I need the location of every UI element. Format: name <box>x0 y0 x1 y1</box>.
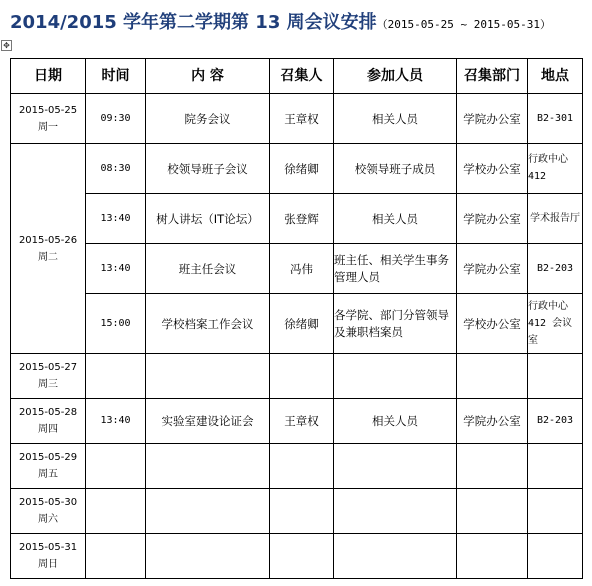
cell-attendees <box>334 489 457 534</box>
cell-attendees <box>334 294 457 354</box>
cell-content <box>146 294 270 354</box>
cell-content <box>146 489 270 534</box>
cell-attendees <box>334 194 457 244</box>
cell-content <box>146 144 270 194</box>
cell-time-text: 13:40 <box>100 415 131 426</box>
cell-convener <box>270 444 334 489</box>
cell-department <box>457 399 528 444</box>
table-row <box>11 294 583 354</box>
title-main: 2014/2015 学年第二学期第 13 周会议安排 <box>10 12 377 33</box>
date-text: 2015-05-31 <box>18 542 78 553</box>
cell-location <box>528 94 583 144</box>
table-row <box>11 144 583 194</box>
cell-convener <box>270 294 334 354</box>
cell-location <box>528 399 583 444</box>
cell-location <box>528 489 583 534</box>
table-row <box>11 444 583 489</box>
cell-time <box>86 144 146 194</box>
cell-location <box>528 534 583 579</box>
cell-attendees <box>334 534 457 579</box>
cell-content <box>146 399 270 444</box>
cell-location <box>528 294 583 354</box>
cell-attendees-text: 相关人员 <box>372 211 418 226</box>
cell-department-text: 学院办公室 <box>463 261 521 276</box>
cell-convener <box>270 194 334 244</box>
cell-content <box>146 94 270 144</box>
cell-location-text: B2-203 <box>536 415 574 426</box>
cell-time <box>86 399 146 444</box>
cell-time-text: 15:00 <box>100 317 131 329</box>
cell-time <box>86 294 146 354</box>
cell-attendees-text: 校领导班子成员 <box>354 161 436 176</box>
cell-convener-text: 王章权 <box>284 414 319 428</box>
cell-date <box>11 94 86 144</box>
date-text: 2015-05-26 <box>18 234 78 246</box>
cell-content <box>146 354 270 399</box>
cell-attendees-text: 班主任、相关学生事务管理人员 <box>334 252 449 284</box>
weekday-text: 周日 <box>38 559 58 570</box>
cell-content-text: 班主任会议 <box>178 261 237 276</box>
date-text: 2015-05-28 <box>18 407 78 418</box>
cell-convener <box>270 244 334 294</box>
cell-attendees <box>334 94 457 144</box>
cell-content <box>146 194 270 244</box>
cell-convener <box>270 534 334 579</box>
cell-department-text: 学院办公室 <box>463 111 521 126</box>
cell-department-text: 学院办公室 <box>463 211 521 226</box>
cell-content-text: 校领导班子会议 <box>167 161 248 176</box>
cell-department-text: 学校办公室 <box>463 161 521 176</box>
cell-attendees <box>334 399 457 444</box>
weekday-text: 周四 <box>38 424 58 435</box>
cell-department <box>457 194 528 244</box>
table-body <box>11 94 583 579</box>
cell-convener-text: 王章权 <box>284 111 319 126</box>
table-header-row <box>11 59 583 94</box>
cell-department <box>457 94 528 144</box>
cell-convener-text: 冯伟 <box>290 261 313 276</box>
cell-location <box>528 244 583 294</box>
cell-date <box>11 354 86 399</box>
cell-location-text: B2-301 <box>536 112 574 124</box>
cell-department <box>457 144 528 194</box>
cell-location <box>528 144 583 194</box>
table-row <box>11 94 583 144</box>
cell-location-text: 行政中心 412 <box>528 154 568 182</box>
cell-attendees <box>334 144 457 194</box>
cell-department-text: 学院办公室 <box>463 414 521 428</box>
cell-time <box>86 534 146 579</box>
cell-department <box>457 489 528 534</box>
weekday-text: 周三 <box>38 379 58 390</box>
cell-location <box>528 444 583 489</box>
move-handle-icon[interactable]: ✥ <box>1 40 12 51</box>
table-row <box>11 244 583 294</box>
cell-department <box>457 294 528 354</box>
cell-convener <box>270 94 334 144</box>
date-text: 2015-05-29 <box>18 452 78 463</box>
cell-department <box>457 354 528 399</box>
cell-attendees <box>334 354 457 399</box>
cell-content <box>146 534 270 579</box>
cell-department <box>457 534 528 579</box>
header-date: 日期 <box>11 59 86 94</box>
table-row <box>11 489 583 534</box>
cell-convener-text: 张登辉 <box>284 211 319 226</box>
cell-content-text: 学校档案工作会议 <box>161 316 254 331</box>
cell-attendees <box>334 444 457 489</box>
cell-time-text: 13:40 <box>100 262 131 274</box>
cell-convener-text: 徐绪卿 <box>284 161 319 176</box>
header-department: 召集部门 <box>457 59 528 94</box>
meeting-schedule-table <box>10 58 583 579</box>
cell-location <box>528 354 583 399</box>
cell-time <box>86 489 146 534</box>
date-text: 2015-05-30 <box>18 497 78 508</box>
cell-time <box>86 444 146 489</box>
cell-date <box>11 534 86 579</box>
header-time: 时间 <box>86 59 146 94</box>
header-attendees: 参加人员 <box>334 59 457 94</box>
header-convener: 召集人 <box>270 59 334 94</box>
weekday-text: 周二 <box>38 251 58 263</box>
cell-location <box>528 194 583 244</box>
date-text: 2015-05-25 <box>18 104 78 116</box>
cell-content <box>146 444 270 489</box>
cell-content-text: 院务会议 <box>184 111 231 126</box>
header-content: 内 容 <box>146 59 270 94</box>
cell-time <box>86 354 146 399</box>
cell-attendees-text: 各学院、部门分管领导及兼职档案员 <box>334 307 449 339</box>
cell-location-text: B2-203 <box>536 262 574 274</box>
cell-date <box>11 399 86 444</box>
date-text: 2015-05-27 <box>18 362 78 373</box>
title-date-range: （2015-05-25 ~ 2015-05-31） <box>376 18 551 31</box>
cell-content-text: 树人讲坛（IT论坛） <box>156 211 259 226</box>
cell-date <box>11 489 86 534</box>
weekday-text: 周五 <box>38 469 58 480</box>
cell-location-text: 学术报告厅 <box>530 212 580 224</box>
cell-time-text: 08:30 <box>100 162 131 174</box>
cell-attendees-text: 相关人员 <box>372 414 418 428</box>
page-title <box>10 8 590 34</box>
cell-convener <box>270 354 334 399</box>
cell-department-text: 学校办公室 <box>463 316 521 331</box>
table-row <box>11 194 583 244</box>
cell-department <box>457 244 528 294</box>
header-location: 地点 <box>528 59 583 94</box>
cell-convener <box>270 489 334 534</box>
table-row <box>11 354 583 399</box>
table-row <box>11 399 583 444</box>
cell-convener <box>270 399 334 444</box>
cell-date <box>11 444 86 489</box>
cell-convener-text: 徐绪卿 <box>284 316 319 331</box>
weekday-text: 周六 <box>38 514 58 525</box>
cell-convener <box>270 144 334 194</box>
cell-time <box>86 244 146 294</box>
cell-date <box>11 144 86 354</box>
table-row <box>11 534 583 579</box>
cell-location-text: 行政中心 412 会议室 <box>528 300 573 346</box>
cell-time-text: 09:30 <box>100 112 131 124</box>
cell-attendees-text: 相关人员 <box>372 111 418 126</box>
cell-content <box>146 244 270 294</box>
cell-attendees <box>334 244 457 294</box>
cell-department <box>457 444 528 489</box>
cell-time-text: 13:40 <box>100 212 131 224</box>
cell-time <box>86 194 146 244</box>
weekday-text: 周一 <box>38 121 58 133</box>
cell-content-text: 实验室建设论证会 <box>161 414 254 428</box>
cell-time <box>86 94 146 144</box>
